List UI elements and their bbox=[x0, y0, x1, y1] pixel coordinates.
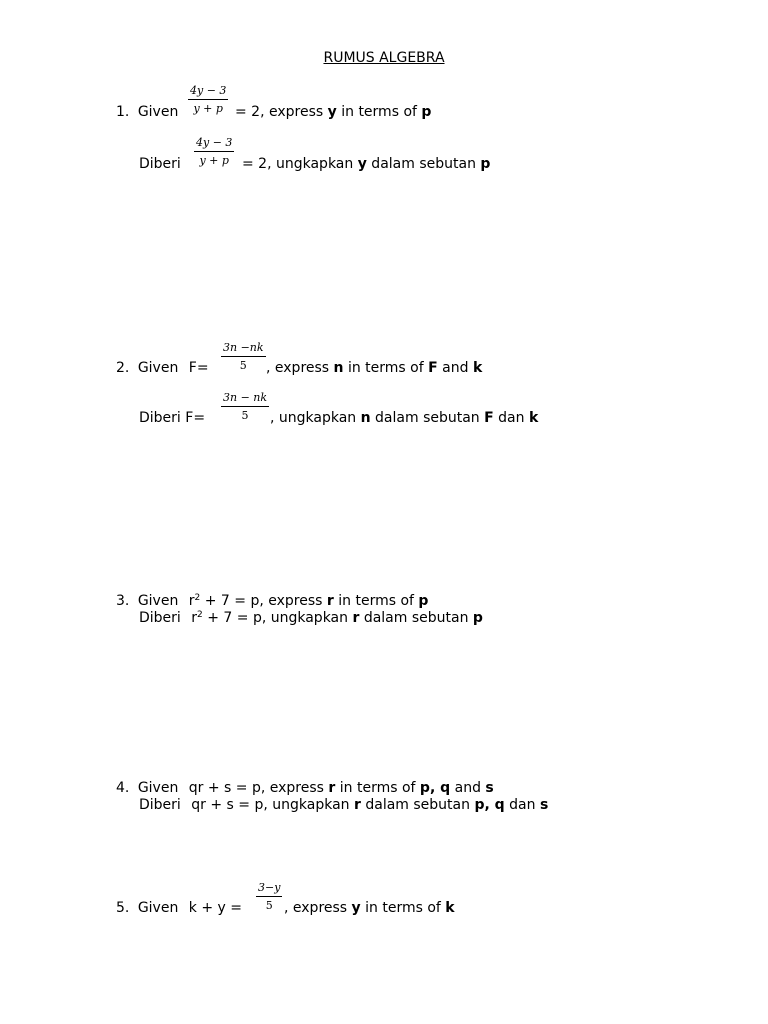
fraction-numerator: 3−y bbox=[256, 881, 282, 897]
fraction-denominator: y + p bbox=[199, 154, 229, 167]
equation: qr + s = p, express r in terms of p, q and s bbox=[188, 780, 494, 796]
q1-malay-tail: = 2, ungkapkan y dalam sebutan p bbox=[242, 156, 491, 172]
q5-english-tail: , express y in terms of k bbox=[284, 900, 455, 916]
q1-fraction bbox=[188, 84, 228, 115]
malay-label: Diberi bbox=[139, 610, 181, 626]
q4-malay-line bbox=[139, 797, 548, 813]
fraction-numerator: 4y − 3 bbox=[194, 136, 234, 152]
question-number: 3. bbox=[116, 593, 130, 609]
q2-malay-label: Diberi F= bbox=[139, 410, 206, 426]
q3-malay-line bbox=[139, 610, 483, 626]
lhs: F= bbox=[188, 360, 209, 376]
equation: qr + s = p, ungkapkan r dalam sebutan p, q dan s bbox=[191, 797, 549, 813]
equation: $r^2 + 7 = p$, ungkapkan r dalam sebutan p bbox=[191, 610, 483, 626]
fraction-denominator: 5 bbox=[265, 899, 273, 912]
given-label: Given bbox=[137, 104, 179, 120]
q2-english-tail: , express n in terms of F and k bbox=[266, 360, 483, 376]
fraction-numerator: 4y − 3 bbox=[188, 84, 228, 100]
fraction-numerator: 3n −nk bbox=[221, 341, 266, 357]
page-title: RUMUS ALGEBRA bbox=[323, 50, 445, 66]
fraction-numerator: 3n − nk bbox=[221, 391, 269, 407]
q1-english-tail: = 2, express y in terms of p bbox=[235, 104, 432, 120]
question-number: 2. bbox=[116, 360, 130, 376]
q4-english-line bbox=[116, 780, 494, 796]
q2-fraction bbox=[221, 341, 266, 372]
given-label: Given bbox=[137, 780, 179, 796]
fraction-denominator: y + p bbox=[193, 102, 223, 115]
q5-fraction bbox=[256, 881, 282, 912]
fraction-denominator: 5 bbox=[241, 409, 249, 422]
equation: $r^2 + 7 = p$, express r in terms of p bbox=[188, 593, 429, 609]
q3-english-line bbox=[116, 593, 428, 609]
equation: k + y = bbox=[188, 900, 242, 916]
q2-english-line bbox=[116, 360, 209, 376]
q1-malay-label: Diberi bbox=[139, 156, 181, 172]
q2-malay-fraction bbox=[221, 391, 269, 422]
q5-english-line bbox=[116, 900, 242, 916]
question-number: 4. bbox=[116, 780, 130, 796]
q1-english-line bbox=[116, 104, 178, 120]
q2-malay-tail: , ungkapkan n dalam sebutan F dan k bbox=[270, 410, 539, 426]
malay-label: Diberi bbox=[139, 797, 181, 813]
given-label: Given bbox=[137, 593, 179, 609]
question-number: 1. bbox=[116, 104, 130, 120]
question-number: 5. bbox=[116, 900, 130, 916]
fraction-denominator: 5 bbox=[239, 359, 247, 372]
given-label: Given bbox=[137, 360, 179, 376]
q1-malay-fraction bbox=[194, 136, 234, 167]
given-label: Given bbox=[137, 900, 179, 916]
